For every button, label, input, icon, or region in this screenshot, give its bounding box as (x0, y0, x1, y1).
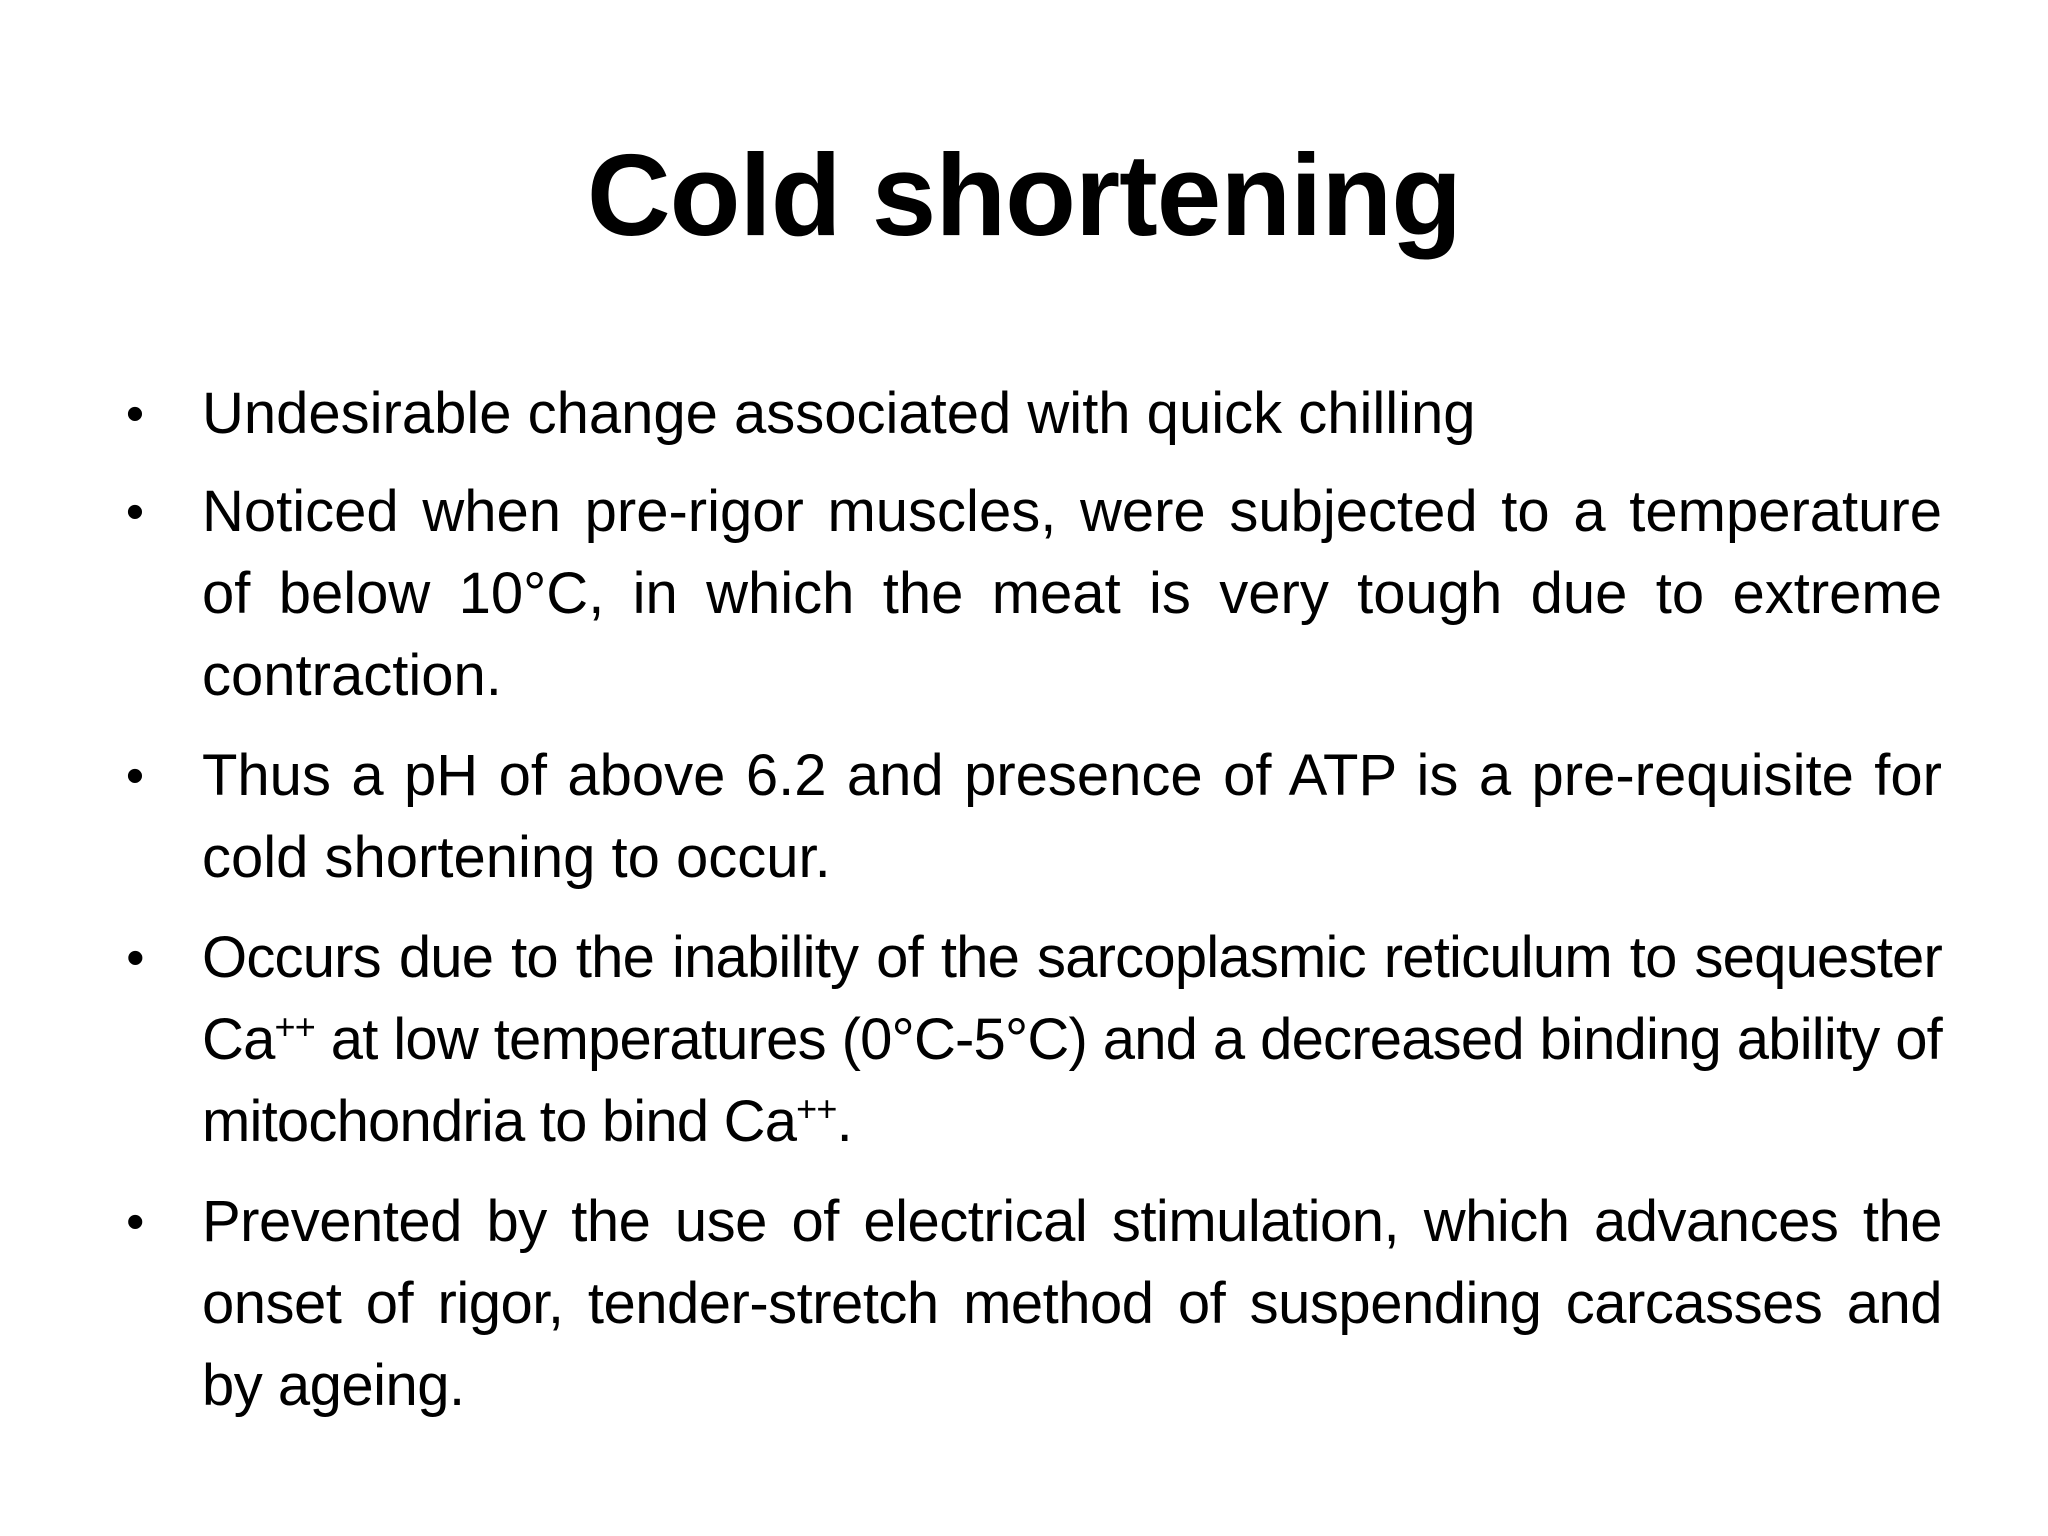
bullet-text: Prevented by the use of electrical stimulation, which advances the onset of rigor, tender-stretch method of suspending carcasses and by ageing. (202, 1189, 1942, 1418)
bullet-text: Noticed when pre-rigor muscles, were subjected to a temperature of below 10°C, in which the meat is very tough due to extreme contraction. (202, 479, 1942, 708)
bullet-text-part: at low temperatures (0°C-5°C) and a decreased binding ability of mitochondria to bind Ca (202, 1007, 1942, 1154)
bullet-item (120, 471, 1942, 717)
bullet-list (120, 373, 1942, 1443)
superscript-charge: ++ (796, 1088, 837, 1130)
bullet-dot-icon: • (125, 385, 145, 443)
superscript-charge: ++ (274, 1006, 315, 1048)
bullet-text-part: . (836, 1089, 852, 1154)
bullet-item (120, 1181, 1942, 1427)
bullet-item (120, 917, 1942, 1163)
bullet-dot-icon: • (125, 483, 145, 541)
bullet-item (120, 735, 1942, 899)
bullet-dot-icon: • (125, 747, 145, 805)
bullet-item (120, 373, 1942, 455)
bullet-text-part: Occurs due to the inability of the sarcoplasmic reticulum to sequester Ca (202, 925, 1942, 1072)
bullet-text: Thus a pH of above 6.2 and presence of ATP is a pre-requisite for cold shortening to occur. (202, 743, 1942, 890)
bullet-dot-icon: • (126, 1193, 144, 1251)
slide-title: Cold shortening (586, 130, 1462, 260)
bullet-dot-icon: • (126, 929, 144, 987)
bullet-text: Undesirable change associated with quick chilling (202, 381, 1476, 446)
bullet-text (202, 925, 1942, 1154)
